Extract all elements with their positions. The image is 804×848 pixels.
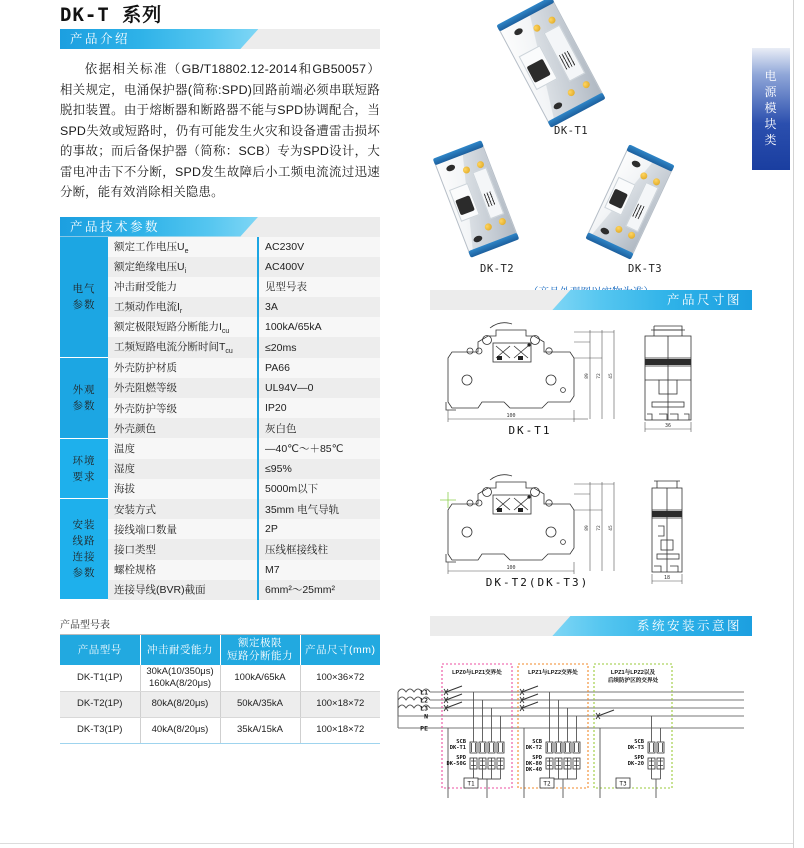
screw <box>462 165 471 174</box>
impulse-line: 80kA(8/20μs) <box>151 698 209 710</box>
dk-t2-height-label-1: 72 <box>597 525 602 531</box>
scb-symbol <box>479 742 486 753</box>
model-table-header-cell <box>220 635 300 665</box>
scb-label-line: SCB <box>634 739 644 745</box>
terminal-hole-top <box>631 159 642 168</box>
dimension-drawing-dk-t2 <box>430 470 752 606</box>
impulse-cell <box>140 717 220 743</box>
cap-bottom <box>585 232 633 259</box>
model-table-caption: 产品型号表 <box>60 616 380 635</box>
spec-section <box>60 217 380 601</box>
spec-row <box>60 459 380 479</box>
spec-key-subscript: cu <box>225 348 233 356</box>
spec-value: IP20 <box>258 398 380 418</box>
category-side-tab <box>752 48 790 170</box>
dk-t1-height-label-0: 89 <box>585 373 590 379</box>
spec-group-label <box>60 237 108 358</box>
bus-label: L2 <box>420 696 428 705</box>
zone-tag-label: T3 <box>619 780 627 788</box>
spec-key: 温度 <box>108 438 258 458</box>
dk-t1-height-label-1: 72 <box>597 373 602 379</box>
section-header-intro-label: 产品介绍 <box>70 32 131 46</box>
product-photo-dk-t1 <box>497 0 604 126</box>
spec-row <box>60 277 380 297</box>
switch-blade <box>522 694 538 700</box>
spec-key: 外壳防护材质 <box>108 358 258 378</box>
spec-group-label-line: 线路 <box>72 535 96 548</box>
screw <box>614 225 623 234</box>
spec-group-label-line: 连接 <box>72 551 96 564</box>
switch-blade <box>446 702 462 708</box>
product-photos <box>430 0 752 290</box>
size-cell: 100×18×72 <box>300 717 380 743</box>
side-tab-char-1: 源 <box>764 85 778 99</box>
scb-symbol <box>488 742 495 753</box>
product-photo-dk-t3 <box>586 146 674 258</box>
cap-top <box>626 144 674 171</box>
spec-key: 冲击耐受能力 <box>108 277 258 297</box>
scb-symbol <box>648 742 655 753</box>
spec-key: 安装方式 <box>108 499 258 519</box>
impulse-cell <box>140 665 220 691</box>
spec-value: AC400V <box>258 257 380 277</box>
spec-group-label <box>60 358 108 439</box>
dimension-drawing-dk-t1 <box>430 318 752 454</box>
size-cell: 100×18×72 <box>300 691 380 717</box>
product-photo-caption-t3: DK-T3 <box>628 263 663 275</box>
scb-label-line: SCB <box>532 739 542 745</box>
dimension-drawings <box>430 318 752 606</box>
spec-key: 接口类型 <box>108 539 258 559</box>
spec-row <box>60 297 380 317</box>
model-table-header-cell <box>140 635 220 665</box>
model-cell: DK-T2(1P) <box>60 691 140 717</box>
spec-key-subscript: i <box>184 267 187 275</box>
zone-title-line: LPZ1与LPZ2以及 <box>610 670 656 676</box>
section-header-dimensions <box>430 290 752 310</box>
scb-symbol <box>470 742 477 753</box>
terminal-hole-bottom <box>599 226 610 235</box>
bus-label: L3 <box>420 704 428 713</box>
side-tab-char-0: 电 <box>764 69 778 83</box>
scb-symbol <box>546 742 553 753</box>
dk-t1-height-label-2: 45 <box>609 373 614 379</box>
spec-group-label <box>60 438 108 499</box>
spd-label-line: SPD <box>456 755 466 761</box>
screw <box>566 87 575 96</box>
spd-label-line: DK-80 <box>525 761 542 767</box>
model-cell: DK-T3(1P) <box>60 717 140 743</box>
model-table-header-line: 产品型号 <box>77 643 122 656</box>
switch-blade <box>446 686 462 692</box>
dk-t1-width-label: 100 <box>506 413 516 419</box>
screw <box>581 80 590 89</box>
spec-key: 工频动作电流$I_r$ <box>108 297 258 317</box>
section-header-wiring <box>430 616 752 636</box>
product-photo-caption-t1: DK-T1 <box>554 125 589 137</box>
zone-tag-label: T2 <box>543 780 551 788</box>
page-title: DK-T 系列 <box>60 4 163 26</box>
spec-value: 压线框接线柱 <box>258 539 380 559</box>
switch-blade <box>446 694 462 700</box>
model-table-header-line: 短路分断能力 <box>227 650 293 663</box>
spec-key: 外壳防护等级 <box>108 398 258 418</box>
spec-value: 2P <box>258 519 380 539</box>
zone-title-line: LPZ1与LPZ2交界处 <box>528 670 578 676</box>
spec-value: PA66 <box>258 358 380 378</box>
section-header-specs <box>60 217 380 237</box>
zone-title-line: LPZ0与LPZ1交界处 <box>452 670 502 676</box>
scb-label-line: DK-T3 <box>627 745 644 751</box>
scb-symbol <box>497 742 504 753</box>
model-table-header-cell <box>60 635 140 665</box>
section-header-specs-label: 产品技术参数 <box>70 219 161 234</box>
table-row <box>60 665 380 691</box>
spec-row <box>60 560 380 580</box>
spec-value: 100kA/65kA <box>258 317 380 337</box>
cap-bottom <box>548 92 606 127</box>
wiring-diagram-svg <box>394 646 756 801</box>
spec-group-label-line: 参数 <box>72 567 96 580</box>
cap-top <box>496 0 554 32</box>
spec-group-label-line: 要求 <box>72 470 96 483</box>
spec-row <box>60 539 380 559</box>
spec-row <box>60 317 380 337</box>
spec-group-label <box>60 499 108 600</box>
dk-t2-height-label-0: 89 <box>585 525 590 531</box>
table-row <box>60 691 380 717</box>
spec-value: 3A <box>258 297 380 317</box>
terminal-hole-top <box>513 27 524 37</box>
scb-symbol <box>573 742 580 753</box>
spec-key-subscript: cu <box>221 328 230 336</box>
spec-value: AC230V <box>258 237 380 257</box>
dk-t2-width-label: 100 <box>506 565 516 571</box>
spec-value: 灰白色 <box>258 418 380 438</box>
screw <box>639 171 648 180</box>
impulse-line: 40kA(8/20μs) <box>151 724 209 736</box>
scb-label-line: DK-T1 <box>449 745 466 751</box>
spec-key: 额定绝缘电压$U_i$ <box>108 257 258 277</box>
spec-row <box>60 418 380 438</box>
spec-row <box>60 257 380 277</box>
zone-tag-label: T1 <box>467 780 475 788</box>
product-photo-caption-t2: DK-T2 <box>480 263 515 275</box>
scb-label-line: SCB <box>456 739 466 745</box>
scb-label-line: DK-T2 <box>525 745 542 751</box>
dk-t2-height-label-2: 45 <box>609 525 614 531</box>
cap-top <box>433 140 484 165</box>
screw <box>533 24 542 33</box>
impulse-line: 30kA(10/350μs) <box>146 666 214 678</box>
spec-value: 6mm²～25mm² <box>258 580 380 600</box>
spec-value: 5000m以下 <box>258 479 380 499</box>
spec-value: 见型号表 <box>258 277 380 297</box>
model-cell: DK-T1(1P) <box>60 665 140 691</box>
scb-symbol <box>564 742 571 753</box>
page-bottom-rule <box>0 843 793 844</box>
spec-key: 连接导线(BVR)截面 <box>108 580 258 600</box>
product-photo-dk-t2 <box>433 142 518 256</box>
switch-blade <box>522 702 538 708</box>
bus-label: PE <box>420 724 428 733</box>
dk-t1-depth-label: 36 <box>664 423 672 429</box>
breaking-cell: 50kA/35kA <box>220 691 300 717</box>
side-tab-char-4: 类 <box>764 133 778 147</box>
spec-table <box>60 237 380 601</box>
spec-row <box>60 438 380 458</box>
spec-row <box>60 337 380 357</box>
spec-key: 接线端口数量 <box>108 519 258 539</box>
size-cell: 100×36×72 <box>300 665 380 691</box>
zone-boundary <box>442 664 512 788</box>
scb-symbol <box>555 742 562 753</box>
spec-key: 额定工作电压$U_e$ <box>108 237 258 257</box>
spec-row <box>60 479 380 499</box>
spec-value: ≤95% <box>258 459 380 479</box>
section-header-intro <box>60 29 380 49</box>
model-table-header-row <box>60 635 380 665</box>
impulse-line: 160kA(8/20μs) <box>149 678 211 690</box>
spec-key: 湿度 <box>108 459 258 479</box>
right-column <box>420 0 752 802</box>
spec-key: 额定极限短路分断能力$I_{cu}$ <box>108 317 258 337</box>
spec-value: UL94V—0 <box>258 378 380 398</box>
model-table <box>60 635 380 744</box>
spec-key-subscript: r <box>179 308 183 316</box>
screw <box>547 16 556 25</box>
breaking-cell: 100kA/65kA <box>220 665 300 691</box>
wiring-schematic <box>420 644 752 802</box>
model-table-header-line: 冲击耐受能力 <box>147 643 213 656</box>
table-row <box>60 717 380 743</box>
left-column <box>60 0 380 744</box>
terminal-hole-bottom <box>473 235 484 244</box>
screw <box>498 217 507 226</box>
dimension-caption-dk-t2: DK-T2(DK-T3) <box>485 576 590 589</box>
dimension-caption-dk-t1: DK-T1 <box>508 424 552 437</box>
intro-paragraph: 依据相关标准（GB/T18802.12-2014和GB50057）相关规定，电涌保护器(简称:SPD)回路前端必须串联短路脱扣装置。由于熔断器和断路器不能与SPD协调配合，当SPD失效或短路时，仍有可能发生火灾和设备遭雷击损坏的事故；而后备保护器（简称：SCB）专为SPD设计，大雷电冲击下不分断，SPD发生故障后小工频电流流过迅速分断，能有效消除相关隐患。 <box>60 62 380 199</box>
side-tab-char-2: 模 <box>764 101 778 115</box>
spd-label-line: DK-50G <box>446 761 466 767</box>
spec-key: 外壳颜色 <box>108 418 258 438</box>
section-header-wiring-label: 系统安装示意图 <box>636 619 742 633</box>
spec-row <box>60 237 380 257</box>
side-tab-char-3: 块 <box>764 117 778 131</box>
breaking-cell: 35kA/15kA <box>220 717 300 743</box>
screw <box>484 222 493 231</box>
spec-key: 海拔 <box>108 479 258 499</box>
page-right-rule <box>793 0 794 848</box>
dk-t2-depth-label: 18 <box>663 575 671 581</box>
spec-group-label-line: 环境 <box>72 454 96 467</box>
spec-group-label-line: 参数 <box>72 400 96 412</box>
spec-value: —40℃～＋85℃ <box>258 438 380 458</box>
model-table-header-cell <box>300 635 380 665</box>
section-header-dimensions-label: 产品尺寸图 <box>666 293 742 307</box>
switch-blade <box>598 710 614 716</box>
bus-label: N <box>424 712 428 721</box>
spec-value: ≤20ms <box>258 337 380 357</box>
switch-blade <box>522 686 538 692</box>
spec-group-label-line: 电气 <box>72 282 96 295</box>
spec-group-label-line: 外观 <box>72 384 96 396</box>
spec-group-label-line: 参数 <box>72 298 96 311</box>
impulse-cell <box>140 691 220 717</box>
model-table-header-line: 额定极限 <box>238 637 282 650</box>
spec-row <box>60 519 380 539</box>
screw <box>627 231 636 240</box>
spec-value: 35mm 电气导轨 <box>258 499 380 519</box>
bus-label: L1 <box>420 688 428 697</box>
spec-row <box>60 580 380 600</box>
spec-value: M7 <box>258 560 380 580</box>
model-table-header-line: 产品尺寸(mm) <box>305 643 376 656</box>
spec-row <box>60 378 380 398</box>
spd-label-line: DK-40 <box>525 767 542 773</box>
spec-key: 螺栓规格 <box>108 560 258 580</box>
spec-row <box>60 499 380 519</box>
zone-title-line: 后续防护区的交界处 <box>607 678 659 684</box>
terminal-hole-top <box>445 164 456 173</box>
scb-symbol <box>657 742 664 753</box>
spec-row <box>60 398 380 418</box>
terminal-hole-bottom <box>552 101 563 111</box>
spec-row <box>60 358 380 378</box>
spec-key-subscript: e <box>184 247 189 255</box>
spec-key: 外壳阻燃等级 <box>108 378 258 398</box>
spec-key: 工频短路电流分断时间$T_{cu}$ <box>108 337 258 357</box>
spd-label-line: SPD <box>532 755 542 761</box>
model-table-section <box>60 616 380 744</box>
spd-label-line: SPD <box>634 755 644 761</box>
spec-group-label-line: 安装 <box>72 519 96 532</box>
spd-label-line: DK-20 <box>627 761 644 767</box>
